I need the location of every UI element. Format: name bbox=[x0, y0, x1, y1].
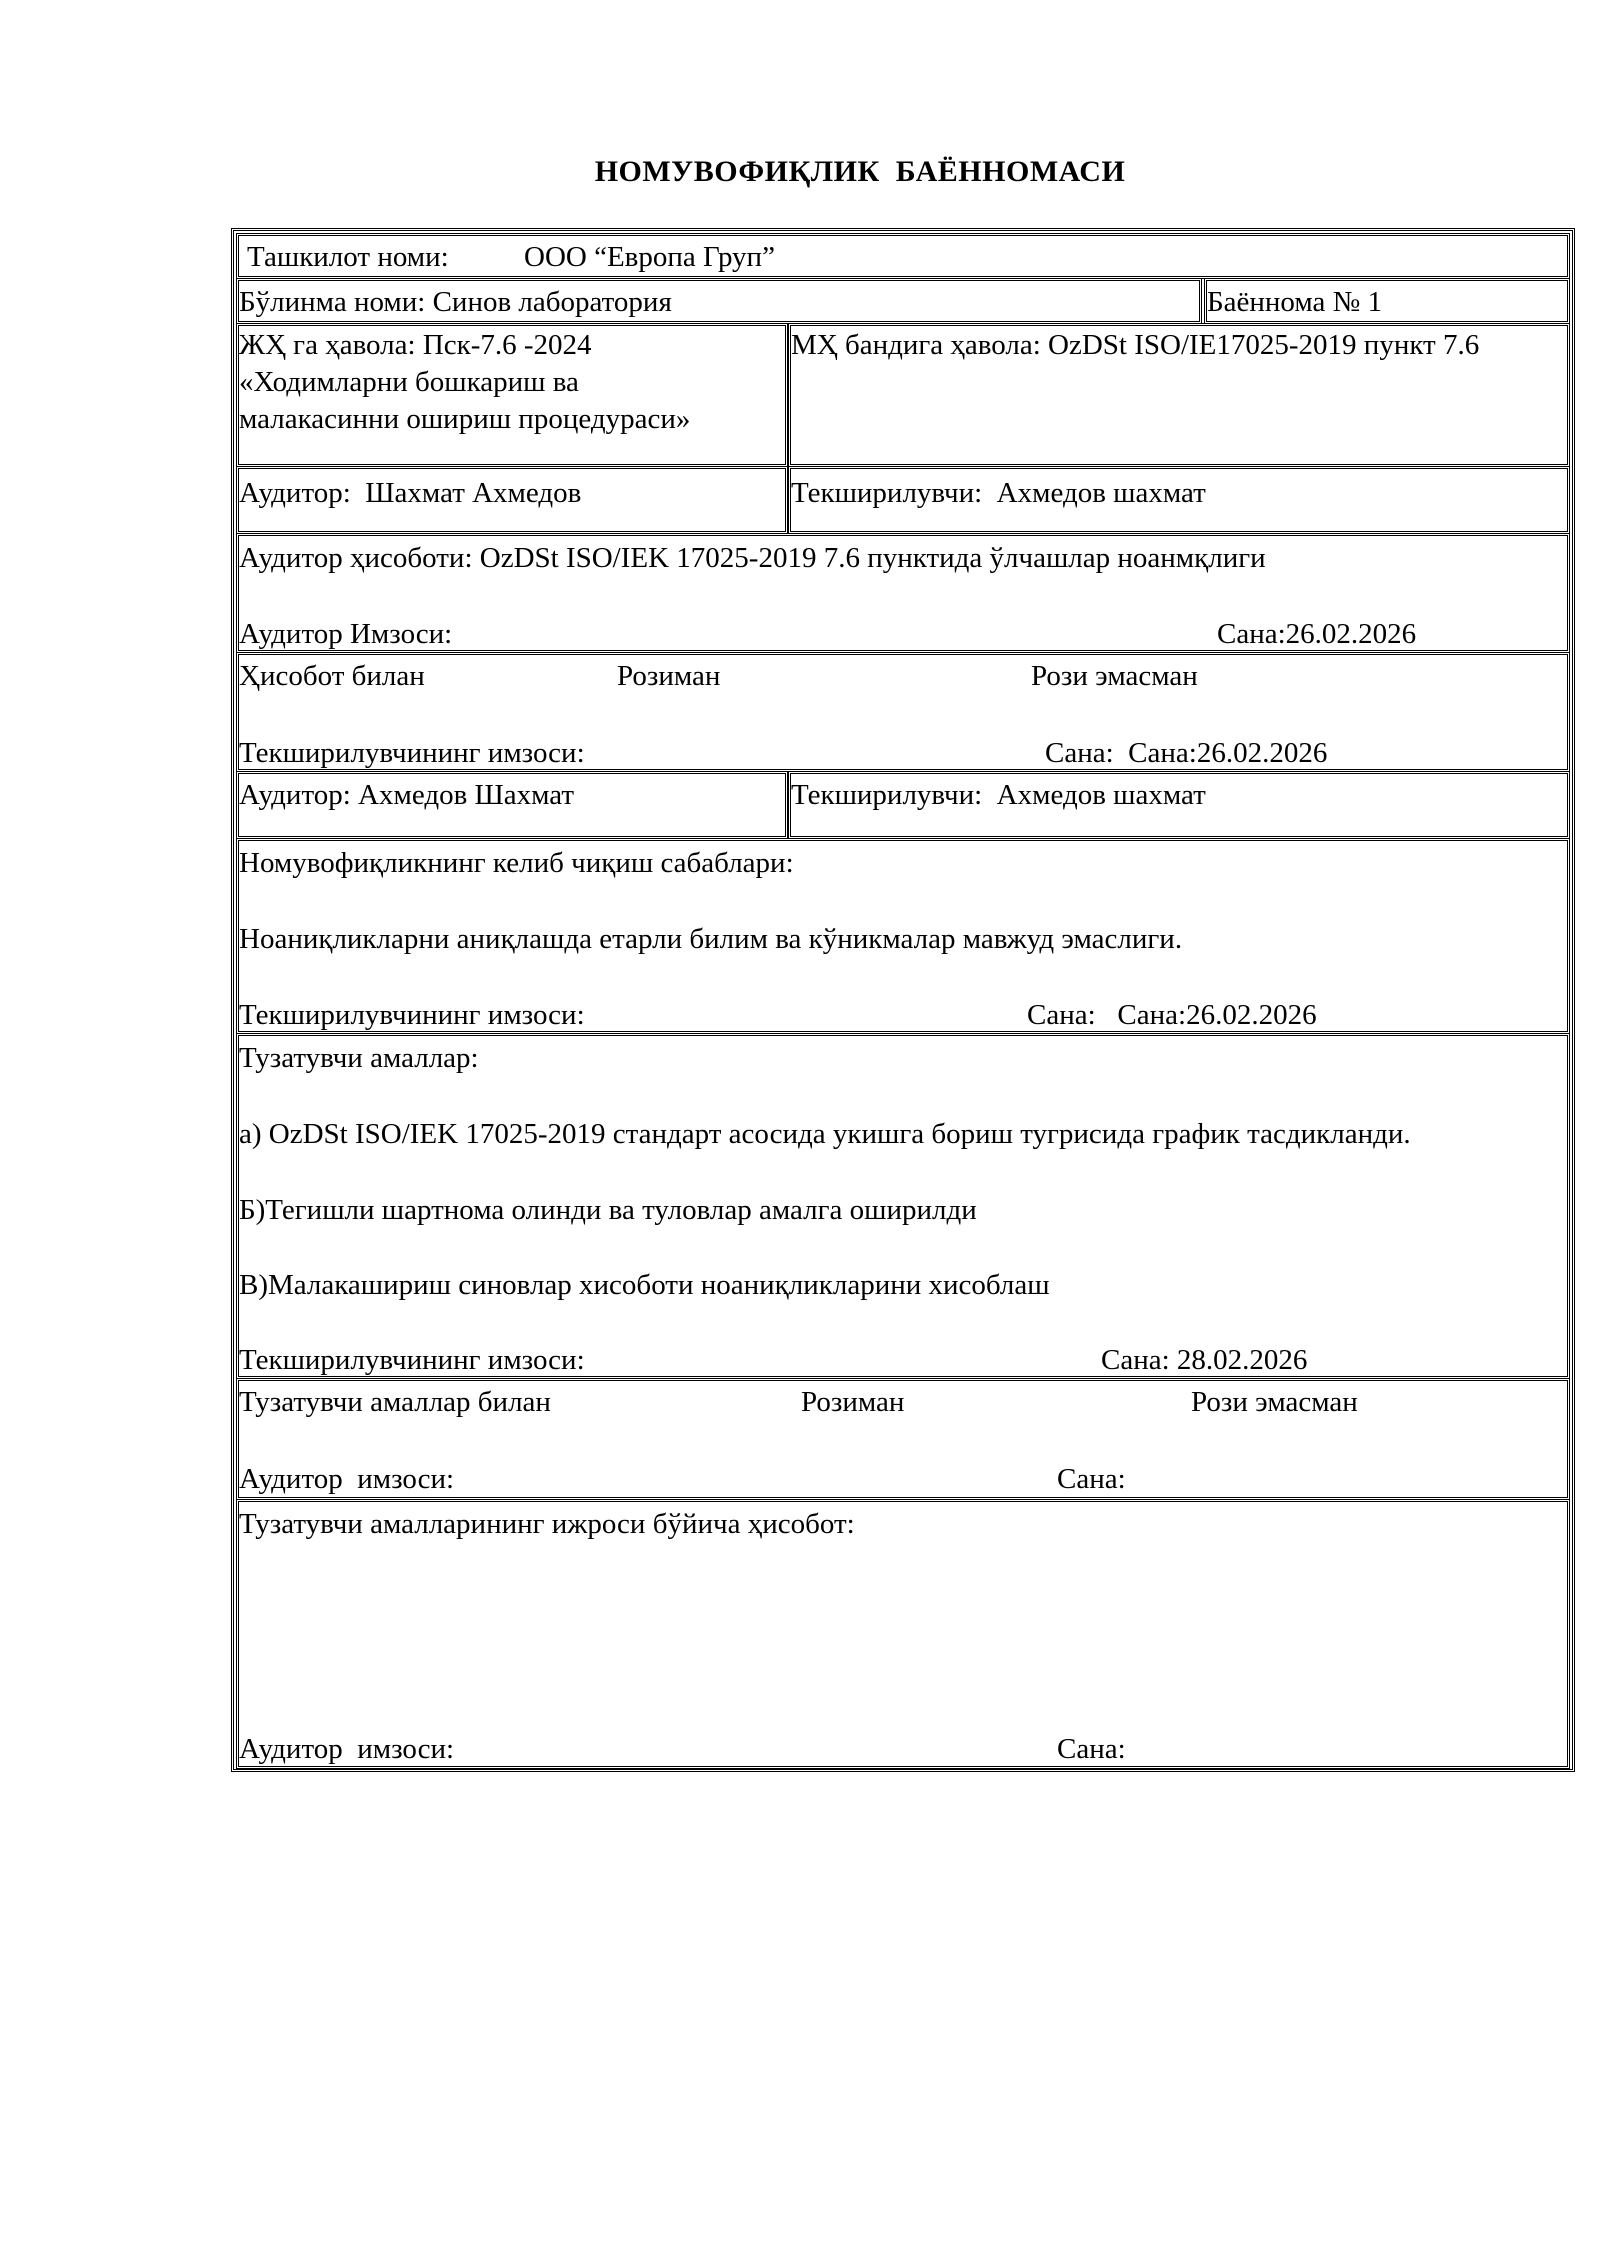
actions-agreement-label: Тузатувчи амаллар билан bbox=[239, 1386, 551, 1418]
auditee-signature-label: Текширилувчининг имзоси: bbox=[239, 1344, 585, 1376]
causes-text: Ноаниқликларни аниқлашда етарли билим ва кўникмалар мавжуд эмаслиги. bbox=[239, 923, 1183, 955]
agree-option: Розиман bbox=[617, 660, 721, 692]
auditor-report-date: Сана:26.02.2026 bbox=[1217, 618, 1417, 650]
corrective-action-item: В)Малакашириш синовлар хисоботи ноаниқликларини хисоблаш bbox=[239, 1269, 1050, 1301]
actions-agreement-section bbox=[236, 1378, 1570, 1500]
disagree-option: Рози эмасман bbox=[1191, 1386, 1358, 1418]
auditor-report-section bbox=[236, 533, 1570, 653]
auditee-name-2: Текширилувчи: Ахмедов шахмат bbox=[791, 779, 1206, 811]
auditor-name: Аудитор: Шахмат Ахмедов bbox=[239, 477, 582, 509]
organization-row bbox=[236, 233, 1570, 279]
execution-report-section bbox=[236, 1499, 1570, 1769]
auditor-cell bbox=[236, 466, 788, 534]
causes-date: Сана: Сана:26.02.2026 bbox=[1027, 999, 1317, 1031]
report-number: Баённома № 1 bbox=[1207, 286, 1383, 318]
doc-reference-cell bbox=[236, 323, 788, 467]
standard-reference: МҲ бандига ҳавола: OzDSt ISO/IE17025-2019 пункт 7.6 bbox=[791, 329, 1480, 361]
corrective-action-item: а) OzDSt ISO/IEK 17025-2019 стандарт асосида укишга бориш тугрисида график тасдикланди. bbox=[239, 1118, 1411, 1150]
disagree-option: Рози эмасман bbox=[1031, 660, 1198, 692]
corrective-actions-label: Тузатувчи амаллар: bbox=[239, 1042, 479, 1074]
corrective-actions-date: Сана: 28.02.2026 bbox=[1101, 1344, 1308, 1376]
standard-reference-cell bbox=[788, 323, 1570, 467]
auditor-name-2: Аудитор: Ахмедов Шахмат bbox=[239, 779, 575, 811]
auditee-cell-2 bbox=[788, 771, 1570, 839]
causes-section bbox=[236, 838, 1570, 1034]
document-title: НОМУВОФИҚЛИК БАЁННОМАСИ bbox=[594, 155, 1126, 188]
actions-agreement-date: Сана: bbox=[1057, 1463, 1126, 1495]
nonconformity-form bbox=[231, 228, 1575, 1772]
agree-option: Розиман bbox=[801, 1386, 905, 1418]
report-agreement-label: Ҳисобот билан bbox=[239, 660, 425, 692]
execution-report-label: Тузатувчи амалларининг ижроси бўйича ҳисобот: bbox=[239, 1508, 855, 1540]
corrective-action-item: Б)Тегишли шартнома олинди ва туловлар амалга оширилди bbox=[239, 1194, 977, 1226]
doc-reference-line: ЖҲ га ҳавола: Пск-7.6 -2024 bbox=[239, 329, 592, 361]
report-number-cell bbox=[1204, 278, 1570, 324]
auditor-signature-label: Аудитор имзоси: bbox=[239, 1733, 455, 1765]
doc-reference-line: малакасинни ошириш процедураси» bbox=[239, 403, 691, 435]
auditor-signature-label: Аудитор имзоси: bbox=[239, 1463, 455, 1495]
organization-value: ООО “Европа Груп” bbox=[524, 241, 775, 273]
auditee-signature-label: Текширилувчининг имзоси: bbox=[239, 737, 585, 769]
doc-reference-line: «Ходимларни бошкариш ва bbox=[239, 366, 579, 398]
auditor-signature-label: Аудитор Имзоси: bbox=[239, 618, 453, 650]
auditor-cell-2 bbox=[236, 771, 788, 839]
corrective-actions-section bbox=[236, 1033, 1570, 1379]
auditee-cell bbox=[788, 466, 1570, 534]
report-agreement-section bbox=[236, 652, 1570, 772]
organization-label: Ташкилот номи: bbox=[247, 241, 449, 273]
execution-report-date: Сана: bbox=[1057, 1733, 1126, 1765]
auditor-report-text: Аудитор ҳисоботи: OzDSt ISO/IEK 17025-2019 7.6 пунктида ўлчашлар ноанмқлиги bbox=[239, 542, 1266, 574]
auditee-name: Текширилувчи: Ахмедов шахмат bbox=[791, 477, 1206, 509]
report-agreement-date: Сана: Сана:26.02.2026 bbox=[1045, 737, 1328, 769]
auditee-signature-label: Текширилувчининг имзоси: bbox=[239, 999, 585, 1031]
department-label: Бўлинма номи: Синов лаборатория bbox=[239, 286, 672, 318]
causes-label: Номувофиқликнинг келиб чиқиш сабаблари: bbox=[239, 847, 794, 879]
department-cell bbox=[236, 278, 1202, 324]
